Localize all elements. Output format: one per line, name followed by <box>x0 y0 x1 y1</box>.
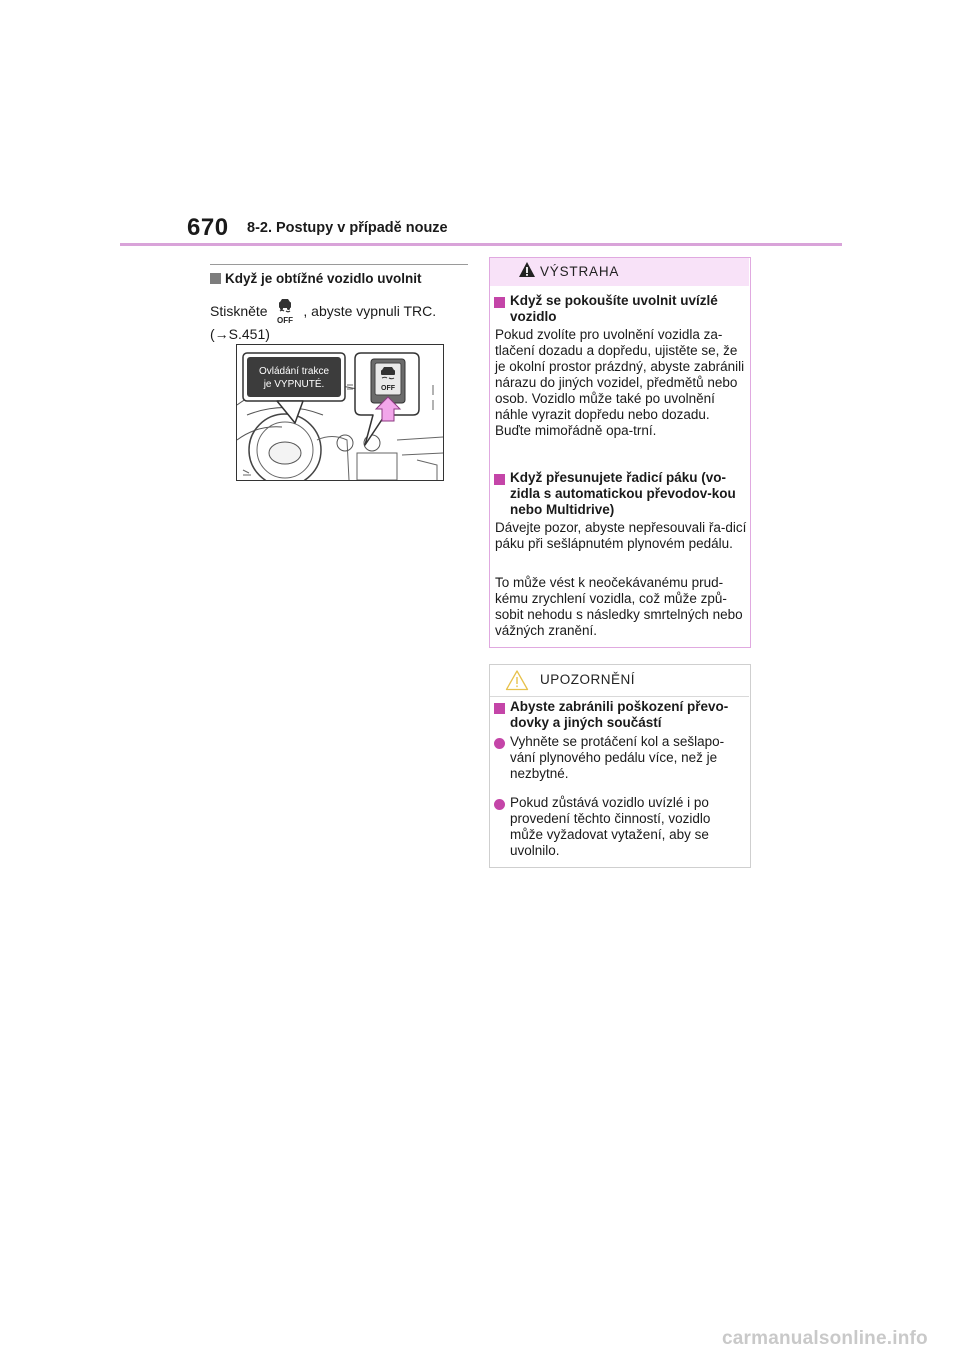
caution-heading: Abyste zabránili poškození převo-dovky a jiných součástí <box>494 699 746 731</box>
footer-watermark[interactable]: carmanualsonline.info <box>722 1328 928 1349</box>
left-section-heading <box>210 271 422 286</box>
warning-item-1-text: Pokud zvolíte pro uvolnění vozidla za-tlačení dozadu a dopředu, ujistěte se, že je okolní prostor prázdný, abyste zabránili nárazu do jiných vozidel, předmětů nebo osob. Vozidlo může také po uvolnění náhle vyrazit dopředu nebo dozadu. Buďte mimořádně opa-trní. <box>495 327 745 438</box>
page-reference: (→S.451) <box>210 326 270 342</box>
display-message-line2: je VYPNUTÉ. <box>263 379 325 390</box>
square-bullet-icon <box>494 703 505 714</box>
section-title: 8-2. Postupy v případě nouze <box>247 220 448 236</box>
warning-item-2-heading: Když přesunujete řadicí páku (vo-zidla s automatickou převodov-kou nebo Multidrive) <box>494 470 746 518</box>
body-text-before-icon: Stiskněte <box>210 303 268 319</box>
circle-bullet-icon <box>494 738 505 749</box>
header-rule <box>120 243 842 246</box>
left-section-body <box>210 298 470 343</box>
caution-title: UPOZORNĚNÍ <box>540 672 636 687</box>
dashboard-illustration <box>236 344 444 481</box>
circle-bullet-icon <box>494 799 505 810</box>
caution-triangle-icon <box>505 669 529 691</box>
warning-item-2-text-2: To může vést k neočekávanému prud-kému zrychlení vozidla, což může způ-sobit nehodu s následky smrtelných nebo vážných zranění. <box>495 575 743 638</box>
square-bullet-icon <box>494 297 505 308</box>
warning-item-1-heading: Když se pokoušíte uvolnit uvízlé vozidlo <box>494 293 746 325</box>
warning-item-2-text-1: Dávejte pozor, abyste nepřesouvali řa-dicí páku při sešlápnutém plynovém pedálu. <box>495 520 747 551</box>
square-bullet-icon <box>494 474 505 485</box>
display-message-line1: Ovládání trakce <box>258 366 330 377</box>
body-text-after-icon: , abyste vypnuli TRC. <box>303 303 437 319</box>
caution-bullet-2: Pokud zůstává vozidlo uvízlé i po provedení těchto činností, vozidlo může vyžadovat vytažení, aby se uvolnilo. <box>494 795 746 859</box>
warning-title: VÝSTRAHA <box>540 264 620 279</box>
caution-bullet-1: Vyhněte se protáčení kol a sešlapo-vání plynového pedálu více, než je nezbytné. <box>494 734 746 782</box>
left-heading-text: Když je obtížné vozidlo uvolnit <box>225 271 422 286</box>
trc-off-icon-label: OFF <box>277 316 294 325</box>
trc-off-button-label: OFF <box>381 385 395 392</box>
page-number: 670 <box>187 214 229 241</box>
caution-header-rule <box>490 696 749 697</box>
square-bullet-icon <box>210 273 221 284</box>
left-section-rule <box>210 264 468 265</box>
trc-off-icon <box>273 298 297 326</box>
dashboard-drawing <box>237 345 443 480</box>
warning-triangle-icon <box>518 261 536 279</box>
